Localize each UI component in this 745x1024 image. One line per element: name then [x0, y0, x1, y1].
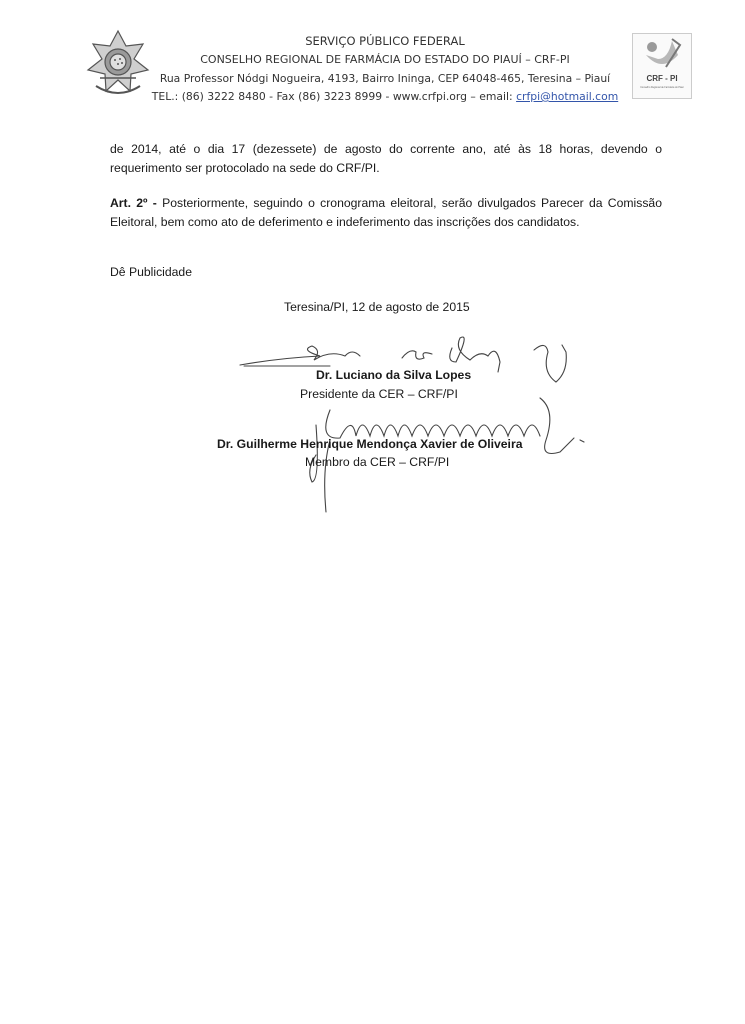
article-2-label: Art. 2º - — [110, 196, 157, 210]
header-contact-text: TEL.: (86) 3222 8480 - Fax (86) 3223 8999 - www.crfpi.org – email: — [151, 90, 517, 103]
crf-pi-logo-icon — [632, 33, 692, 99]
paragraph-deadline: de 2014, até o dia 17 (dezessete) de agosto do corrente ano, até às 18 horas, devendo o requerimento ser protocolado na sede do CRF/PI. — [110, 142, 662, 175]
publicity-line: Dê Publicidade — [110, 265, 192, 279]
article-2-text: Posteriormente, seguindo o cronograma eleitoral, serão divulgados Parecer da Comissão Eleitoral, bem como ato de deferimento e indeferimento das inscrições dos candidatos. — [110, 196, 662, 229]
signer-1-name: Dr. Luciano da Silva Lopes — [316, 368, 472, 382]
logo-subtext: Conselho Regional de Farmácia do Piauí — [640, 86, 684, 89]
paragraph-article-2 — [110, 194, 662, 232]
header-service-title: SERVIÇO PÚBLICO FEDERAL — [305, 34, 465, 48]
email-link[interactable]: crfpi@hotmail.com — [516, 90, 619, 103]
header-council-name: CONSELHO REGIONAL DE FARMÁCIA DO ESTADO DO PIAUÍ – CRF-PI — [200, 53, 570, 66]
signer-1-role: Presidente da CER – CRF/PI — [300, 387, 458, 401]
signer-2-name: Dr. Guilherme Henrique Mendonça Xavier de Oliveira — [217, 437, 523, 451]
document-date: Teresina/PI, 12 de agosto de 2015 — [284, 300, 470, 314]
header-contact-line — [150, 90, 620, 103]
signer-2-role: Membro da CER – CRF/PI — [305, 455, 450, 469]
header-address: Rua Professor Nódgi Nogueira, 4193, Bairro Ininga, CEP 64048-465, Teresina – Piauí — [159, 72, 611, 85]
coat-of-arms-icon — [82, 28, 154, 100]
logo-text: CRF - PI — [646, 74, 678, 83]
